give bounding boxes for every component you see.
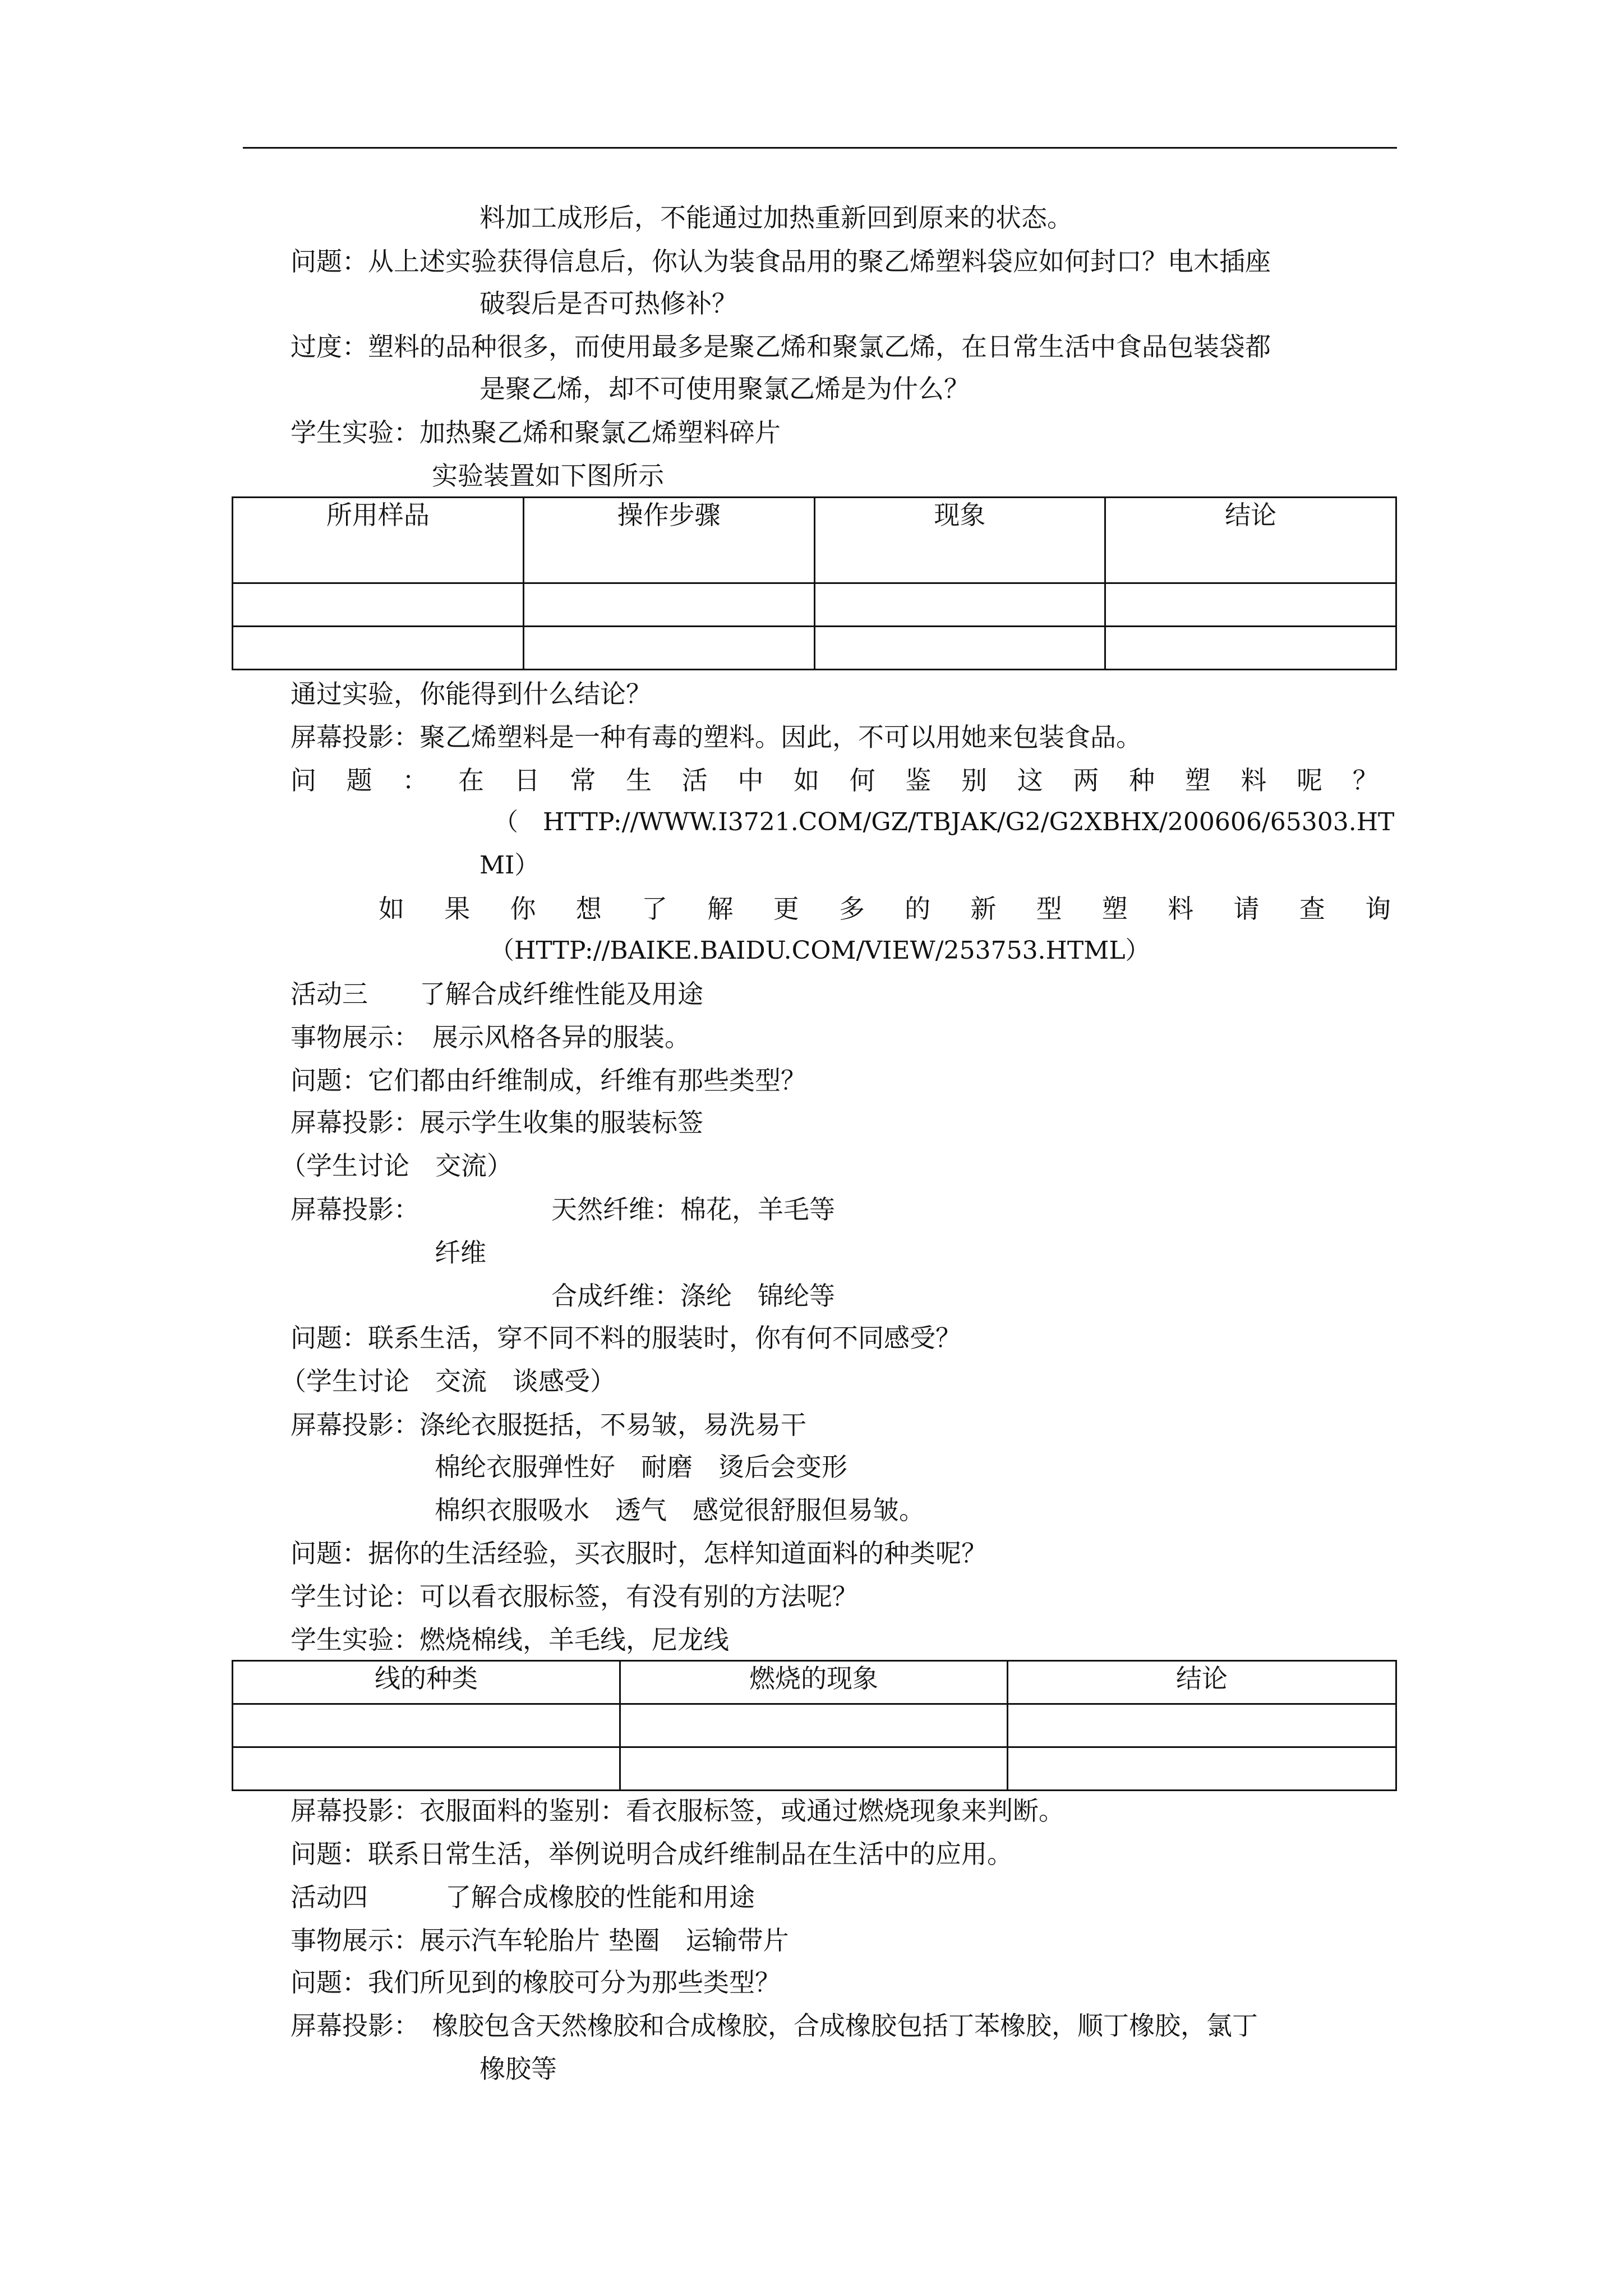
- char: 你: [510, 894, 536, 924]
- char: 请: [1233, 894, 1260, 924]
- char: 询: [1364, 894, 1391, 924]
- char: 想: [575, 894, 602, 924]
- text-line: 问题：联系生活，穿不同不料的服装时，你有何不同感受？: [291, 1323, 961, 1353]
- text-line: 破裂后是否可热修补？: [479, 288, 737, 319]
- table1-header: 结论: [1105, 498, 1396, 583]
- table1-header: 现象: [814, 498, 1105, 583]
- char: 型: [1036, 894, 1062, 924]
- text-line: 实验装置如下图所示: [432, 461, 664, 491]
- text-line: 屏幕投影：涤纶衣服挺括，不易皱，易洗易干: [291, 1410, 806, 1440]
- char: 种: [1129, 765, 1155, 795]
- text-line: 过度：塑料的品种很多，而使用最多是聚乙烯和聚氯乙烯，在日常生活中食品包装袋都: [291, 332, 1271, 362]
- char: ：: [402, 765, 428, 795]
- url-line: （ HTTP://WWW.I3721.COM/GZ/TBJAK/G2/G2XBHX/200606/65303.HT: [494, 808, 1395, 836]
- url-line: （HTTP://BAIKE.BAIDU.COM/VIEW/253753.HTML）: [490, 936, 1150, 965]
- text-line: 屏幕投影： 橡胶包含天然橡胶和合成橡胶，合成橡胶包括丁苯橡胶，顺丁橡胶，氯丁: [291, 2010, 1258, 2041]
- text-line: 橡胶等: [479, 2054, 557, 2084]
- table1-cell: [523, 627, 814, 670]
- char: 常: [570, 765, 596, 795]
- char: 这: [1017, 765, 1043, 795]
- table2-cell: [233, 1704, 620, 1747]
- char: 活: [681, 765, 708, 795]
- char: 多: [838, 894, 865, 924]
- text-line: （学生讨论 交流 谈感受）: [280, 1366, 616, 1396]
- text-line: 屏幕投影：展示学生收集的服装标签: [291, 1107, 703, 1138]
- char: ？: [1352, 765, 1378, 795]
- table2-header: 线的种类: [233, 1661, 620, 1704]
- text-line: 通过实验，你能得到什么结论？: [291, 679, 652, 709]
- char: 日: [514, 765, 540, 795]
- table2-cell: [1007, 1704, 1396, 1747]
- char: 料: [1241, 765, 1267, 795]
- char: 问: [291, 765, 316, 795]
- text-line: 问题：从上述实验获得信息后，你认为装食品用的聚乙烯塑料袋应如何封口？电木插座: [291, 246, 1271, 277]
- text-line: （学生讨论 交流）: [280, 1151, 513, 1181]
- text-line: 问题：联系日常生活，举例说明合成纤维制品在生活中的应用。: [291, 1839, 1013, 1869]
- experiment-table-2: [232, 1660, 1397, 1791]
- char: 查: [1299, 894, 1325, 924]
- table1-cell: [233, 583, 524, 627]
- char: 如: [379, 894, 404, 924]
- activity-heading: 活动四 了解合成橡胶的性能和用途: [291, 1882, 755, 1912]
- text-line: 屏幕投影：聚乙烯塑料是一种有毒的塑料。因此，不可以用她来包装食品。: [291, 722, 1142, 752]
- text-line: 棉纶衣服弹性好 耐磨 烫后会变形: [435, 1452, 847, 1482]
- table2-cell: [620, 1747, 1007, 1791]
- table1-cell: [233, 627, 524, 670]
- char: 两: [1073, 765, 1099, 795]
- text-line: 料加工成形后，不能通过加热重新回到原来的状态。: [479, 203, 1073, 233]
- char: 中: [737, 765, 764, 795]
- text-line: 屏幕投影：衣服面料的鉴别：看衣服标签，或通过燃烧现象来判断。: [291, 1796, 1064, 1826]
- char: 了: [642, 894, 668, 924]
- experiment-table-1: [232, 496, 1397, 670]
- char: 在: [458, 765, 485, 795]
- char: 新: [970, 894, 997, 924]
- char: 的: [905, 894, 931, 924]
- query-line-spread: [379, 892, 1391, 926]
- header-rule: [243, 147, 1397, 149]
- table2-header: 结论: [1007, 1661, 1396, 1704]
- text-line: 问题：据你的生活经验，买衣服时，怎样知道面料的种类呢？: [291, 1538, 987, 1568]
- table2-cell: [620, 1704, 1007, 1747]
- char: 解: [707, 894, 734, 924]
- text-line: 学生实验：燃烧棉线，羊毛线，尼龙线: [291, 1625, 729, 1655]
- char: 呢: [1297, 765, 1323, 795]
- table2-cell: [1007, 1747, 1396, 1791]
- activity-heading: 活动三 了解合成纤维性能及用途: [291, 979, 703, 1009]
- char: 别: [961, 765, 988, 795]
- text-line: 是聚乙烯，却不可使用聚氯乙烯是为什么？: [479, 374, 970, 404]
- text-line: 屏幕投影：: [291, 1194, 419, 1225]
- char: 料: [1168, 894, 1194, 924]
- text-line: 学生讨论：可以看衣服标签，有没有别的方法呢？: [291, 1581, 858, 1612]
- table1-cell: [814, 627, 1105, 670]
- text-line: 事物展示： 展示风格各异的服装。: [291, 1022, 690, 1052]
- text-line: 学生实验：加热聚乙烯和聚氯乙烯塑料碎片: [291, 417, 781, 448]
- text-line: 合成纤维：涤纶 锦纶等: [551, 1281, 835, 1311]
- char: 如: [794, 765, 820, 795]
- question-line-spread: [291, 763, 1378, 797]
- text-line: 事物展示：展示汽车轮胎片 垫圈 运输带片: [291, 1925, 789, 1955]
- text-line: 问题：它们都由纤维制成，纤维有那些类型？: [291, 1065, 806, 1096]
- text-line: 天然纤维：棉花，羊毛等: [551, 1194, 835, 1225]
- text-line: 问题：我们所见到的橡胶可分为那些类型？: [291, 1967, 781, 1998]
- char: 鉴: [905, 765, 932, 795]
- table1-header: 所用样品: [233, 498, 524, 583]
- table1-header: 操作步骤: [523, 498, 814, 583]
- char: 更: [773, 894, 799, 924]
- char: 塑: [1101, 894, 1128, 924]
- table1-cell: [814, 583, 1105, 627]
- char: 塑: [1184, 765, 1211, 795]
- text-line: 棉织衣服吸水 透气 感觉很舒服但易皱。: [435, 1495, 925, 1525]
- table1-cell: [1105, 583, 1396, 627]
- table1-cell: [523, 583, 814, 627]
- url-line: MI）: [479, 851, 540, 880]
- char: 何: [849, 765, 875, 795]
- char: 生: [626, 765, 652, 795]
- text-line: 纤维: [435, 1237, 486, 1268]
- char: 题: [346, 765, 372, 795]
- char: 果: [444, 894, 471, 924]
- table2-header: 燃烧的现象: [620, 1661, 1007, 1704]
- table2-cell: [233, 1747, 620, 1791]
- table1-cell: [1105, 627, 1396, 670]
